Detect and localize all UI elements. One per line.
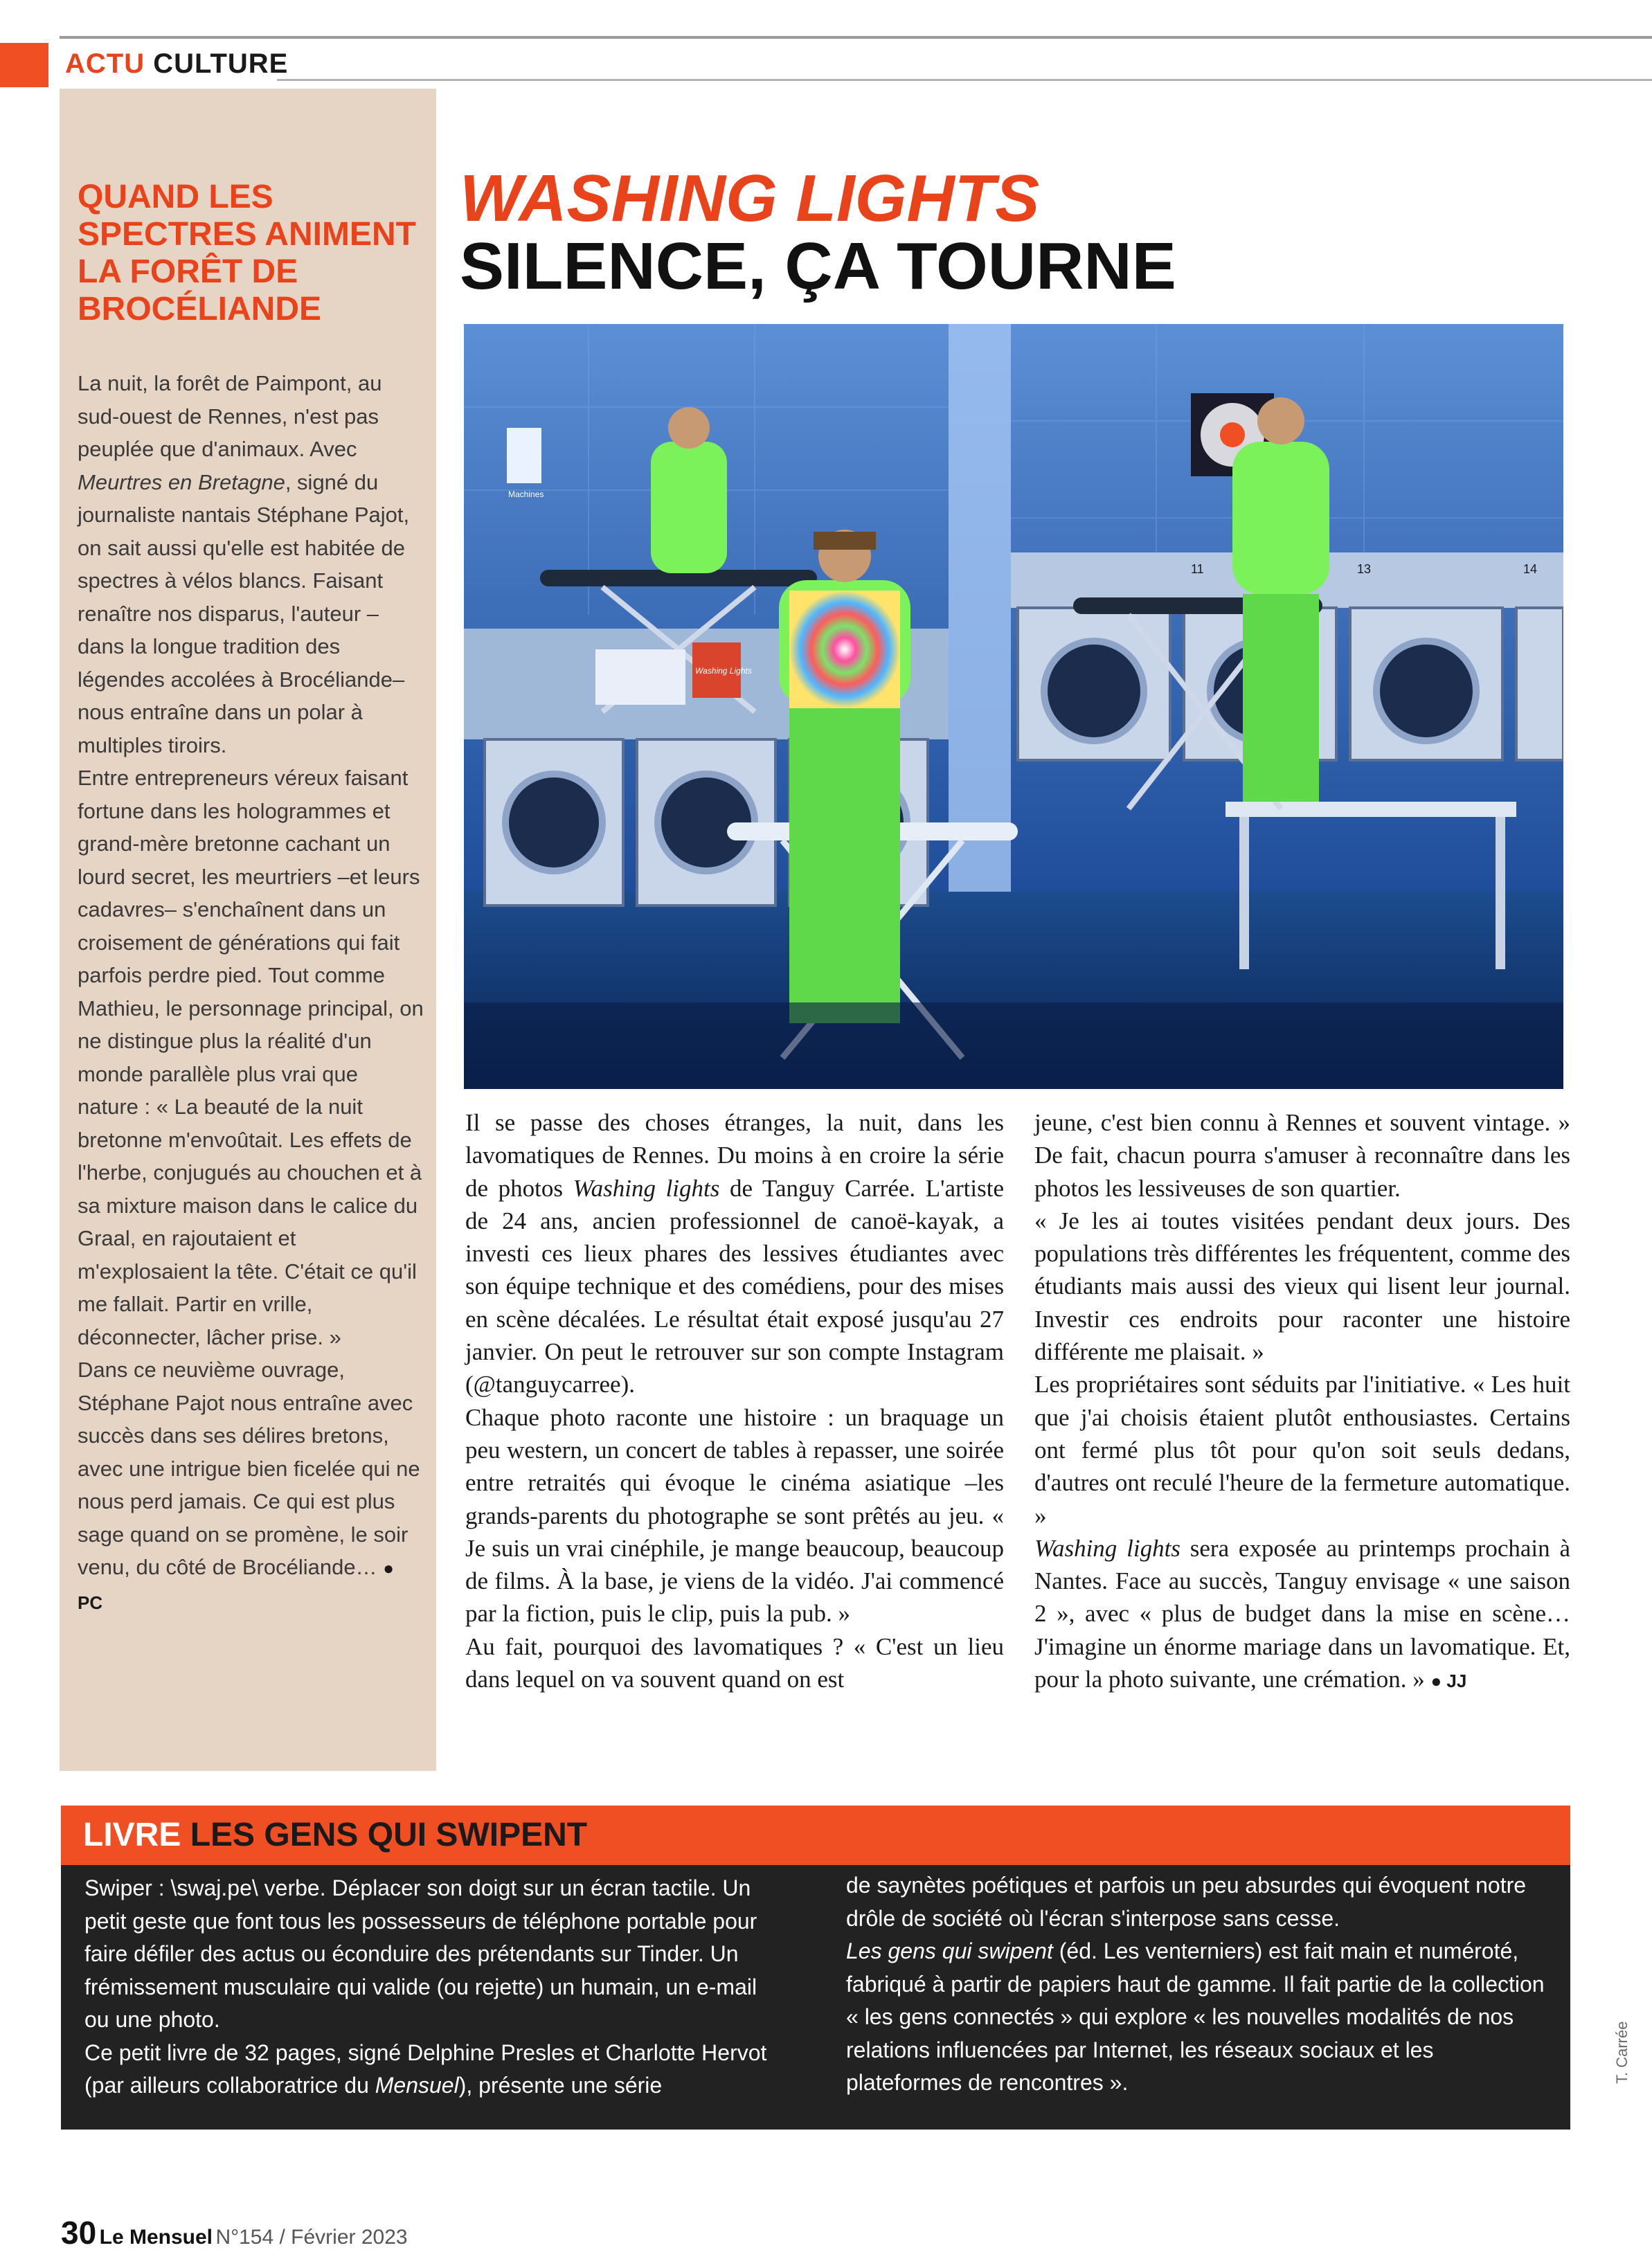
sidebar-title: QUAND LES SPECTRES ANIMENT LA FORÊT DE BROCÉLIANDE (78, 179, 416, 327)
article-paragraph: « Je les ai toutes visitées pendant deux jours. Des populations très différentes les fréquentent, comme des étudiants mais aussi des vieux qui lisent leur journal. Investir ces endroits pour raconter une histoire différente me plaisait. » (1034, 1207, 1570, 1366)
livre-paragraph: Swiper : \swaj.pe\ verbe. Déplacer son doigt sur un écran tactile. Un petit geste que font tous les possesseurs de téléphone portable pour faire défiler des actus ou éconduire des prétendants sur Tinder. Un frémissement musculaire qui valide (ou rejette) un humain, un e-mail ou une photo. (84, 1875, 757, 2032)
sidebar-paragraph: Entre entrepreneurs véreux faisant fortune dans les hologrammes et grand-mère bretonne cachant un lourd secret, les meurtriers –et leurs cadavres– s'enchaînent dans un croisement de générations qui fait parfois perdre pied. Tout comme Mathieu, le personnage principal, on ne distingue plus la réalité d'un monde parallèle plus vrai que nature : « La beauté de la nuit bretonne m'envoûtait. Les effets de l'herbe, conjugués au chouchen et à sa mixture maison dans le calice du Graal, en rajoutaient et m'explosaient la tête. C'était ce qu'il me fallait. Partir en vrille, déconnecter, lâcher prise. » (78, 766, 424, 1349)
article-paragraph: Il se passe des choses étranges, la nuit, dans les lavomatiques de Rennes. Du moins à en croire la série de photos Washing lights de Tanguy Carrée. L'artiste de 24 ans, ancien professionnel de canoë-kayak, a investi ces lieux phares des lessives étudiantes avec son équipe technique et des comédiens, pour des mises en scène décalées. Le résultat était exposé jusqu'au 27 janvier. On peut le retrouver sur son compte Instagram (@tanguycarree). (465, 1109, 1004, 1398)
livre-column-2 (846, 1869, 1545, 2100)
livre-paragraph: de saynètes poétiques et parfois un peu absurdes qui évoquent notre drôle de société où l'écran s'interpose sans cesse. (846, 1873, 1527, 1931)
sidebar-paragraph: La nuit, la forêt de Paimpont, au sud-ouest de Rennes, n'est pas peuplée que d'animaux. Avec Meurtres en Bretagne, signé du journaliste nantais Stéphane Pajot, on sait aussi qu'elle est habitée de spectres à vélos blancs. Faisant renaître nos disparus, l'auteur –dans la longue tradition des légendes accolées à Brocéliande– nous entraîne dans un polar à multiples tiroirs. (78, 371, 410, 757)
article-paragraph: Les propriétaires sont séduits par l'initiative. « Les huit que j'ai choisis étaient plutôt enthousiastes. Certains ont fermé plus tôt pour qu'on soit seuls dedans, d'autres ont reculé l'heure de la fermeture automatique. » (1034, 1371, 1570, 1529)
article-kicker: WASHING LIGHTS (460, 161, 1040, 235)
header-rule (277, 79, 1652, 81)
article-headline: SILENCE, ÇA TOURNE (460, 229, 1176, 303)
livre-paragraph: Les gens qui swipent (éd. Les venterniers) est fait main et numéroté, fabriqué à partir de papiers haut de gamme. Il fait partie de la collection « les gens connectés » qui explore « les nouvelles modalités de nos relations influencées par Internet, les réseaux sociaux et les plateformes de rencontres ». (846, 1938, 1545, 2095)
page-number: 30 (61, 2215, 97, 2251)
article-column-1 (465, 1106, 1004, 1695)
article-paragraph: jeune, c'est bien connu à Rennes et souvent vintage. » De fait, chacun pourra s'amuser à reconnaître dans les photos les lessiveuses de son quartier. (1034, 1109, 1570, 1202)
section-accent: ACTU (65, 48, 145, 79)
issue-info: N°154 / Février 2023 (215, 2226, 408, 2249)
article-paragraph: Washing lights sera exposée au printemps prochain à Nantes. Face au succès, Tanguy envisage « une saison 2 », avec « plus de budget dans la mise en scène… J'imagine un énorme mariage dans un lavomatique. Et, pour la photo suivante, une crémation. » ● JJ (1034, 1534, 1570, 1693)
section-color-tab (0, 43, 48, 87)
livre-title (83, 1812, 587, 1858)
photo-illustration (464, 324, 1563, 1089)
svg-text:11: 11 (1191, 562, 1204, 576)
svg-text:14: 14 (1523, 562, 1538, 576)
sidebar-body (78, 367, 424, 1619)
svg-text:13: 13 (1357, 562, 1372, 576)
article-column-2 (1034, 1106, 1570, 1698)
photo-sign-text: Machines (508, 489, 544, 499)
series-title: Washing lights (573, 1174, 720, 1202)
livre-book-title: LES GENS QUI SWIPENT (190, 1817, 588, 1853)
sidebar-signature: ● PC (78, 1558, 394, 1613)
svg-text:Washing Lights: Washing Lights (695, 666, 752, 676)
livre-label: LIVRE (83, 1817, 181, 1853)
article-paragraph: Chaque photo raconte une histoire : un braquage un peu western, un concert de tables à repasser, une soirée entre retraités qui évoque le cinéma asiatique –les grands-parents du photographe se sont prêtés au jeu. « Je suis un vrai cinéphile, je mange beaucoup, beaucoup de films. À la base, je viens de la vidéo. J'ai commencé par la fiction, puis le clip, puis la pub. » (465, 1403, 1004, 1628)
page-footer (61, 2214, 408, 2251)
laundromat-photo (464, 324, 1563, 1089)
livre-column-1 (84, 1872, 784, 2103)
section-label (65, 48, 288, 80)
section-name: CULTURE (153, 48, 289, 79)
livre-paragraph: Ce petit livre de 32 pages, signé Delphine Presles et Charlotte Hervot (par ailleurs collaboratrice du Mensuel), présente une série (84, 2040, 767, 2098)
top-rule (60, 36, 1652, 39)
article-signature: ● JJ (1430, 1671, 1467, 1692)
sidebar-paragraph: Dans ce neuvième ouvrage, Stéphane Pajot nous entraîne avec succès dans ses délires bretons, avec une intrigue bien ficelée qui ne nous perd jamais. Ce qui est plus sage quand on se promène, le soir venu, du côté de Brocéliande… ● PC (78, 1358, 420, 1613)
photo-credit: T. Carrée (1613, 2021, 1631, 2084)
series-title: Washing lights (1034, 1534, 1180, 1562)
article-paragraph: Au fait, pourquoi des lavomatiques ? « C'est un lieu dans lequel on va souvent quand on est (465, 1632, 1004, 1693)
magazine-name: Le Mensuel (99, 2226, 213, 2249)
book-title: Meurtres en Bretagne (78, 469, 285, 494)
